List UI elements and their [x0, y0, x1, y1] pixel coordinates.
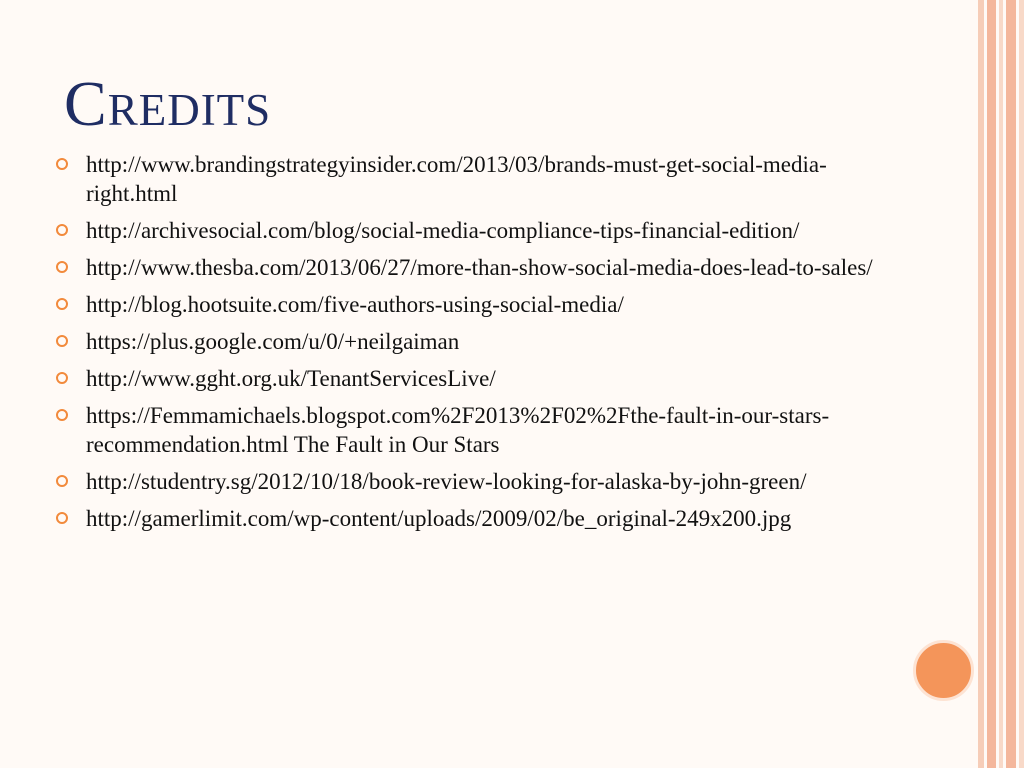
credit-text: http://gamerlimit.com/wp-content/uploads/2009/02/be_original-249x200.jpg — [86, 506, 792, 531]
list-item — [56, 401, 876, 459]
credit-text: https://Femmamichaels.blogspot.com%2F2013%2F02%2Fthe-fault-in-our-stars-recommendation.html The Fault in Our Stars — [86, 403, 830, 457]
list-item — [56, 150, 876, 208]
stripe — [999, 0, 1003, 768]
decorative-border-stripes — [978, 0, 1024, 768]
stripe — [987, 0, 996, 768]
bullet-icon — [56, 335, 68, 347]
credit-text: http://studentry.sg/2012/10/18/book-review-looking-for-alaska-by-john-green/ — [86, 469, 807, 494]
credits-list — [56, 150, 876, 541]
list-item — [56, 467, 876, 496]
list-item — [56, 504, 876, 533]
bullet-icon — [56, 409, 68, 421]
credit-text: http://www.brandingstrategyinsider.com/2013/03/brands-must-get-social-media-right.html — [86, 152, 827, 206]
list-item — [56, 290, 876, 319]
list-item — [56, 327, 876, 356]
list-item — [56, 253, 876, 282]
bullet-icon — [56, 512, 68, 524]
bullet-icon — [56, 372, 68, 384]
list-item — [56, 216, 876, 245]
credit-text: http://archivesocial.com/blog/social-media-compliance-tips-financial-edition/ — [86, 218, 800, 243]
bullet-icon — [56, 298, 68, 310]
bullet-icon — [56, 261, 68, 273]
credit-text: http://blog.hootsuite.com/five-authors-using-social-media/ — [86, 292, 624, 317]
slide-title: Credits — [64, 68, 272, 139]
credit-text: http://www.thesba.com/2013/06/27/more-than-show-social-media-does-lead-to-sales/ — [86, 255, 873, 280]
credit-text: https://plus.google.com/u/0/+neilgaiman — [86, 329, 460, 354]
bullet-icon — [56, 224, 68, 236]
credit-text: http://www.gght.org.uk/TenantServicesLive/ — [86, 366, 496, 391]
stripe — [978, 0, 984, 768]
decorative-circle-icon — [913, 640, 974, 701]
bullet-icon — [56, 158, 68, 170]
bullet-icon — [56, 475, 68, 487]
stripe — [1019, 0, 1024, 768]
list-item — [56, 364, 876, 393]
stripe — [1006, 0, 1016, 768]
